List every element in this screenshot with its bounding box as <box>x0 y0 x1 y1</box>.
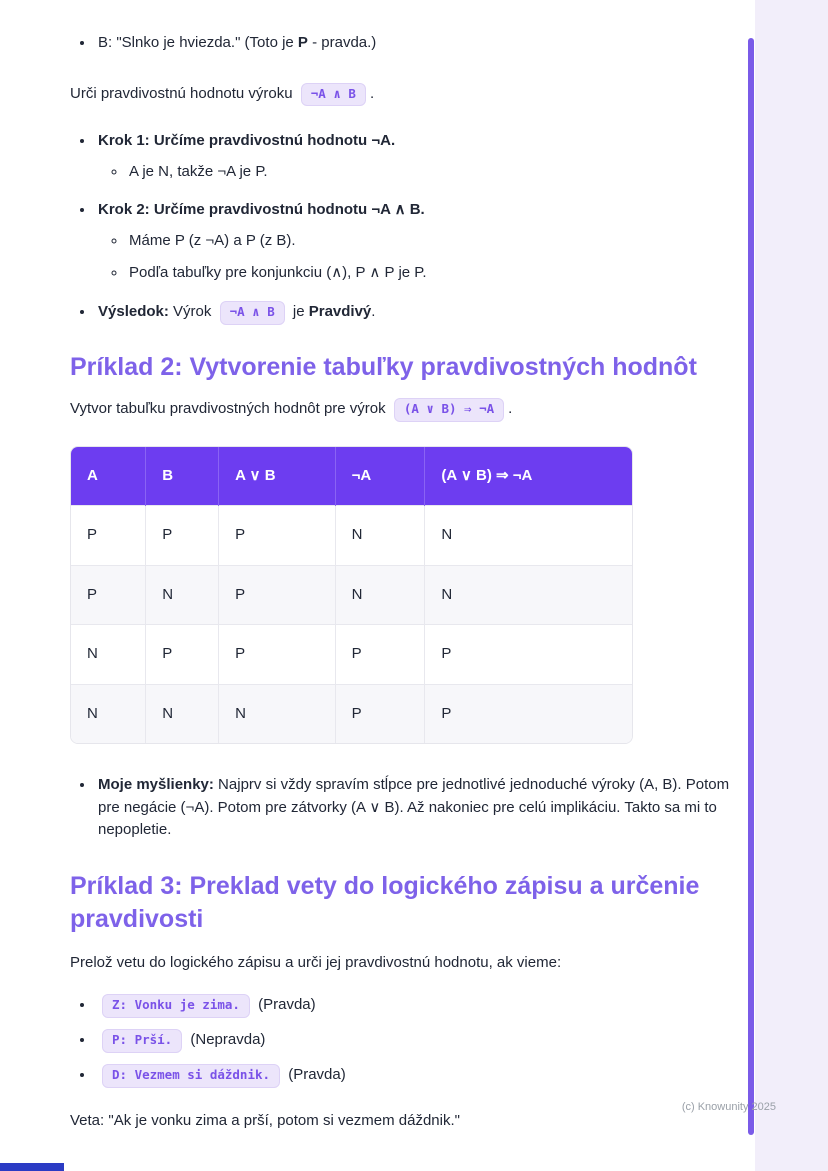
paragraph-task1 <box>70 83 732 107</box>
table-cell: P <box>71 506 146 566</box>
list-item-statement-b <box>95 32 732 55</box>
table-cell: N <box>425 506 632 566</box>
list-item-thoughts <box>95 774 732 842</box>
text-run-bold: Výsledok: <box>98 302 169 320</box>
copyright-note: (c) Knowunity 2025 <box>681 1101 776 1113</box>
text-run-bold: Pravdivý <box>308 302 372 320</box>
table-cell: N <box>146 684 219 743</box>
code-chip-statement: Z: Vonku je zima. <box>102 994 250 1018</box>
text-run: B: "Slnko je hviezda." (Toto je <box>98 34 298 51</box>
table-row <box>71 684 632 743</box>
table-header-cell: A <box>71 447 146 506</box>
text-run: (Nepravda) <box>186 1031 266 1048</box>
text-run: Najprv si vždy spravím stĺpce pre jednotlivé jednoduché výroky (A, B). Potom pre negácie (¬A). Potom pre zátvorky (A ∨ B). Až nakoniec pre celú implikáciu. Takto sa mi to nepopletie. <box>98 776 730 839</box>
table-cell: P <box>425 625 632 685</box>
content-area <box>70 32 732 1132</box>
table-cell: P <box>71 565 146 625</box>
table-row <box>71 565 632 625</box>
table-row <box>71 625 632 685</box>
code-chip-statement: P: Prší. <box>102 1029 182 1053</box>
table-cell: N <box>335 565 425 625</box>
list-item-krok1 <box>95 130 732 183</box>
table-header-cell: B <box>146 447 219 506</box>
table-cell: N <box>71 684 146 743</box>
table-header-cell: A ∨ B <box>219 447 336 506</box>
table-cell: P <box>219 506 336 566</box>
table-cell: P <box>335 684 425 743</box>
table-cell: N <box>146 565 219 625</box>
paragraph-veta: Veta: "Ak je vonku zima a prší, potom si vezmem dáždnik." <box>70 1111 460 1129</box>
sub-list <box>98 230 732 285</box>
step-title: Krok 2: Určíme pravdivostnú hodnotu ¬A ∧ B. <box>98 201 425 219</box>
paragraph-task2 <box>70 398 732 422</box>
text-run: je <box>288 302 309 320</box>
sub-list-item <box>127 161 732 184</box>
text-run: Máme P (z ¬A) a P (z B). <box>129 231 296 249</box>
table-cell: N <box>335 506 425 566</box>
table-header-cell: ¬A <box>335 447 425 506</box>
bottom-accent-bar <box>0 1163 64 1171</box>
table-cell: N <box>71 625 146 685</box>
table-header-row <box>71 447 632 506</box>
step-title: Krok 1: Určíme pravdivostnú hodnotu ¬A. <box>98 132 396 150</box>
text-run: . <box>508 399 513 417</box>
table-cell: P <box>146 506 219 566</box>
section-heading-priklad2: Príklad 2: Vytvorenie tabuľky pravdivostných hodnôt <box>70 352 697 381</box>
text-run: Urči pravdivostnú hodnotu výroku <box>70 84 297 102</box>
text-run: A je N, takže ¬A je P. <box>129 162 268 180</box>
text-run: Vytvor tabuľku pravdivostných hodnôt pre výrok <box>70 399 390 417</box>
steps-list <box>70 130 732 324</box>
definitions-list <box>70 994 732 1088</box>
table-cell: N <box>425 565 632 625</box>
table-header-cell: (A ∨ B) ⇒ ¬A <box>425 447 632 506</box>
list-item-vysledok <box>95 301 732 325</box>
truth-table-wrapper <box>70 446 633 745</box>
table-row <box>71 506 632 566</box>
scrollbar-thumb[interactable] <box>748 38 754 1135</box>
code-chip-formula: ¬A ∧ B <box>301 83 366 107</box>
table-cell: N <box>219 684 336 743</box>
list-item-definition <box>95 1029 732 1053</box>
side-panel <box>755 0 828 1171</box>
list-item-definition <box>95 994 732 1018</box>
table-cell: P <box>425 684 632 743</box>
paragraph-task3: Prelož vetu do logického zápisu a urči jej pravdivostnú hodnotu, ak vieme: <box>70 953 562 971</box>
code-chip-formula: (A ∨ B) ⇒ ¬A <box>394 398 504 422</box>
text-run: (Pravda) <box>284 1065 346 1083</box>
table-cell: P <box>219 565 336 625</box>
text-run: Výrok <box>168 302 216 320</box>
text-run: . <box>369 84 375 102</box>
table-cell: P <box>335 625 425 685</box>
sub-list-item <box>127 262 732 285</box>
text-run: - pravda.) <box>307 34 377 51</box>
text-run-bold: P <box>297 34 308 51</box>
sub-list-item <box>127 230 732 253</box>
table-cell: P <box>219 625 336 685</box>
list-item-krok2 <box>95 199 732 285</box>
sub-list <box>98 161 732 184</box>
code-chip-formula: ¬A ∧ B <box>220 301 285 325</box>
text-run: (Pravda) <box>253 996 316 1014</box>
text-run: . <box>371 302 376 320</box>
intro-bullet-list <box>70 32 732 55</box>
list-item-definition <box>95 1064 732 1088</box>
text-run-bold: Moje myšlienky: <box>98 776 214 794</box>
code-chip-statement: D: Vezmem si dáždnik. <box>102 1064 280 1088</box>
table-cell: P <box>146 625 219 685</box>
text-run: Podľa tabuľky pre konjunkciu (∧), P ∧ P je P. <box>129 264 427 282</box>
section-heading-priklad3: Príklad 3: Preklad vety do logického zápisu a určenie pravdivosti <box>70 871 700 933</box>
truth-table <box>71 447 632 744</box>
thoughts-list <box>70 774 732 842</box>
